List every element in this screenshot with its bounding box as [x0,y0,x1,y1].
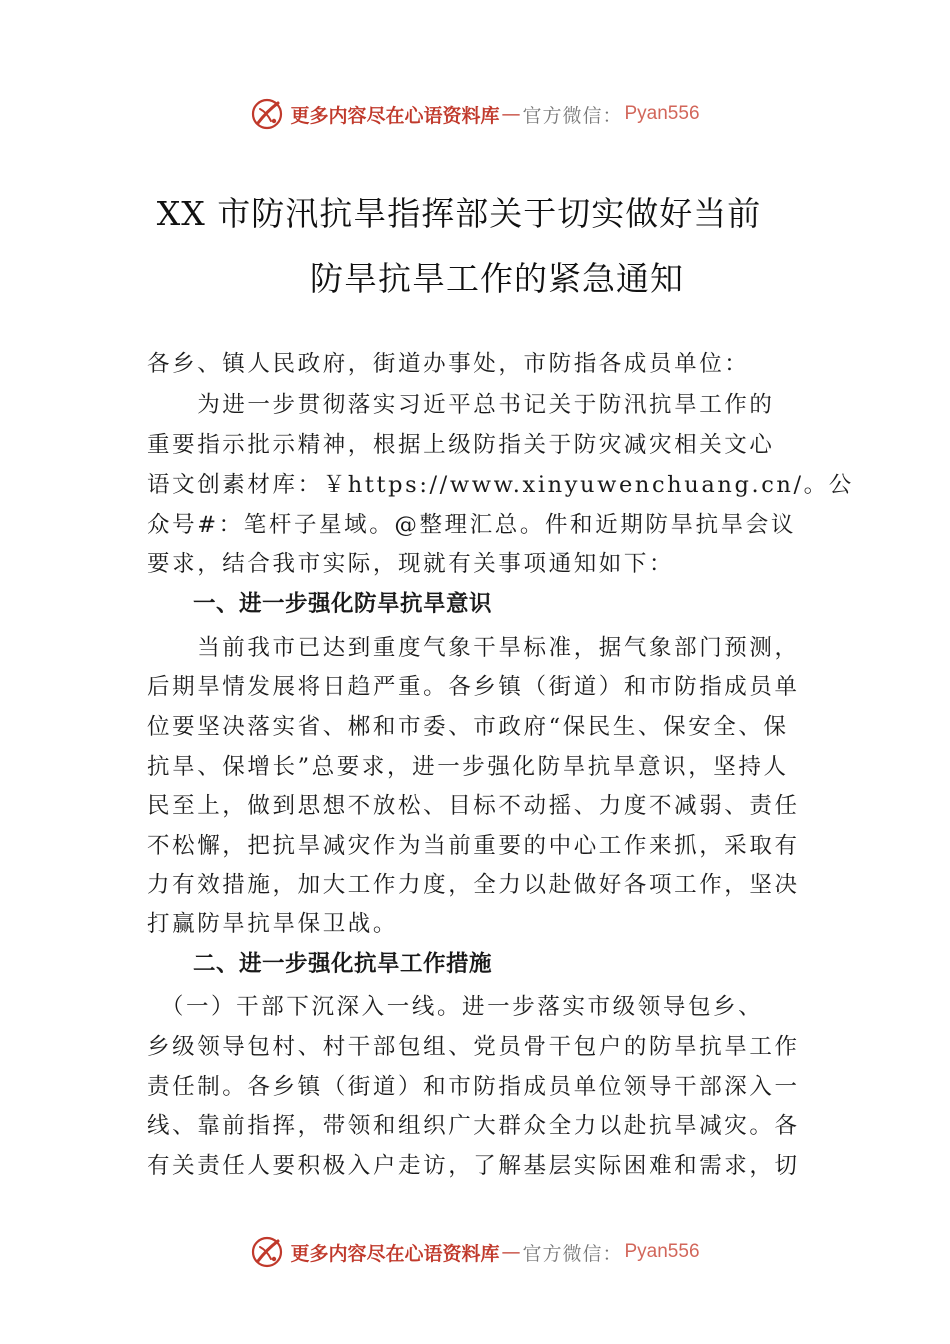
addressee-line: 各乡、镇人民政府，街道办事处，市防指各成员单位： [147,351,750,377]
body-line: 力有效措施，加大工作力度，全力以赴做好各项工作，坚决 [147,872,800,898]
body-line: 要求，结合我市实际，现就有关事项通知如下： [147,551,675,577]
body-line: 抗旱、保增长”总要求，进一步强化防旱抗旱意识，坚持人 [147,754,789,780]
body-line: 重要指示批示精神，根据上级防指关于防灾减灾相关文心 [147,432,775,458]
body-line: 后期旱情发展将日趋严重。各乡镇（街道）和市防指成员单 [147,674,800,700]
body-line: 责任制。各乡镇（街道）和市防指成员单位领导干部深入一 [147,1074,800,1100]
watermark-wechat-label: 官方微信： [522,104,623,127]
watermark-library-text: 更多内容尽在心语资料库 [290,1242,500,1265]
brush-emblem-icon [250,97,284,131]
body-line: 民至上，做到思想不放松、目标不动摇、力度不减弱、责任 [147,793,800,819]
watermark-wechat-id: Pyan556 [624,1241,700,1262]
body-line: 乡级领导包村、村干部包组、党员骨干包户的防旱抗旱工作 [147,1034,800,1060]
body-line: 有关责任人要积极入户走访，了解基层实际困难和需求，切 [147,1153,800,1179]
body-line: 为进一步贯彻落实习近平总书记关于防汛抗旱工作的 [147,392,775,418]
body-line: 不松懈，把抗旱减灾作为当前重要的中心工作来抓，采取有 [147,833,800,859]
watermark-wechat-label: 官方微信： [522,1242,623,1265]
footer-watermark [0,1232,950,1272]
document-title-line-1: XX 市防汛抗旱指挥部关于切实做好当前 [156,194,762,233]
section-heading-2: 二、进一步强化抗旱工作措施 [147,951,493,977]
watermark-dash: — [501,103,521,125]
body-line: 当前我市已达到重度气象干旱标准，据气象部门预测， [147,635,800,661]
section-heading-1: 一、进一步强化防旱抗旱意识 [147,591,493,617]
watermark-dash: — [501,1241,521,1263]
body-line: 位要坚决落实省、郴和市委、市政府“保民生、保安全、保 [147,714,789,740]
body-line: 众号#：笔杆子星域。@整理汇总。件和近期防旱抗旱会议 [147,512,796,538]
body-line: （一）干部下沉深入一线。进一步落实市级领导包乡、 [147,994,764,1020]
watermark-library-text: 更多内容尽在心语资料库 [290,104,500,127]
body-line: 语文创素材库：￥https://www.xinyuwenchuang.cn/。公 [147,472,854,498]
header-watermark [0,94,950,134]
watermark-wechat-id: Pyan556 [624,103,700,124]
body-line: 打赢防旱抗旱保卫战。 [147,911,399,937]
document-title-line-2: 防旱抗旱工作的紧急通知 [310,259,684,298]
brush-emblem-icon [250,1235,284,1269]
body-line: 线、靠前指挥，带领和组织广大群众全力以赴抗旱减灾。各 [147,1113,800,1139]
